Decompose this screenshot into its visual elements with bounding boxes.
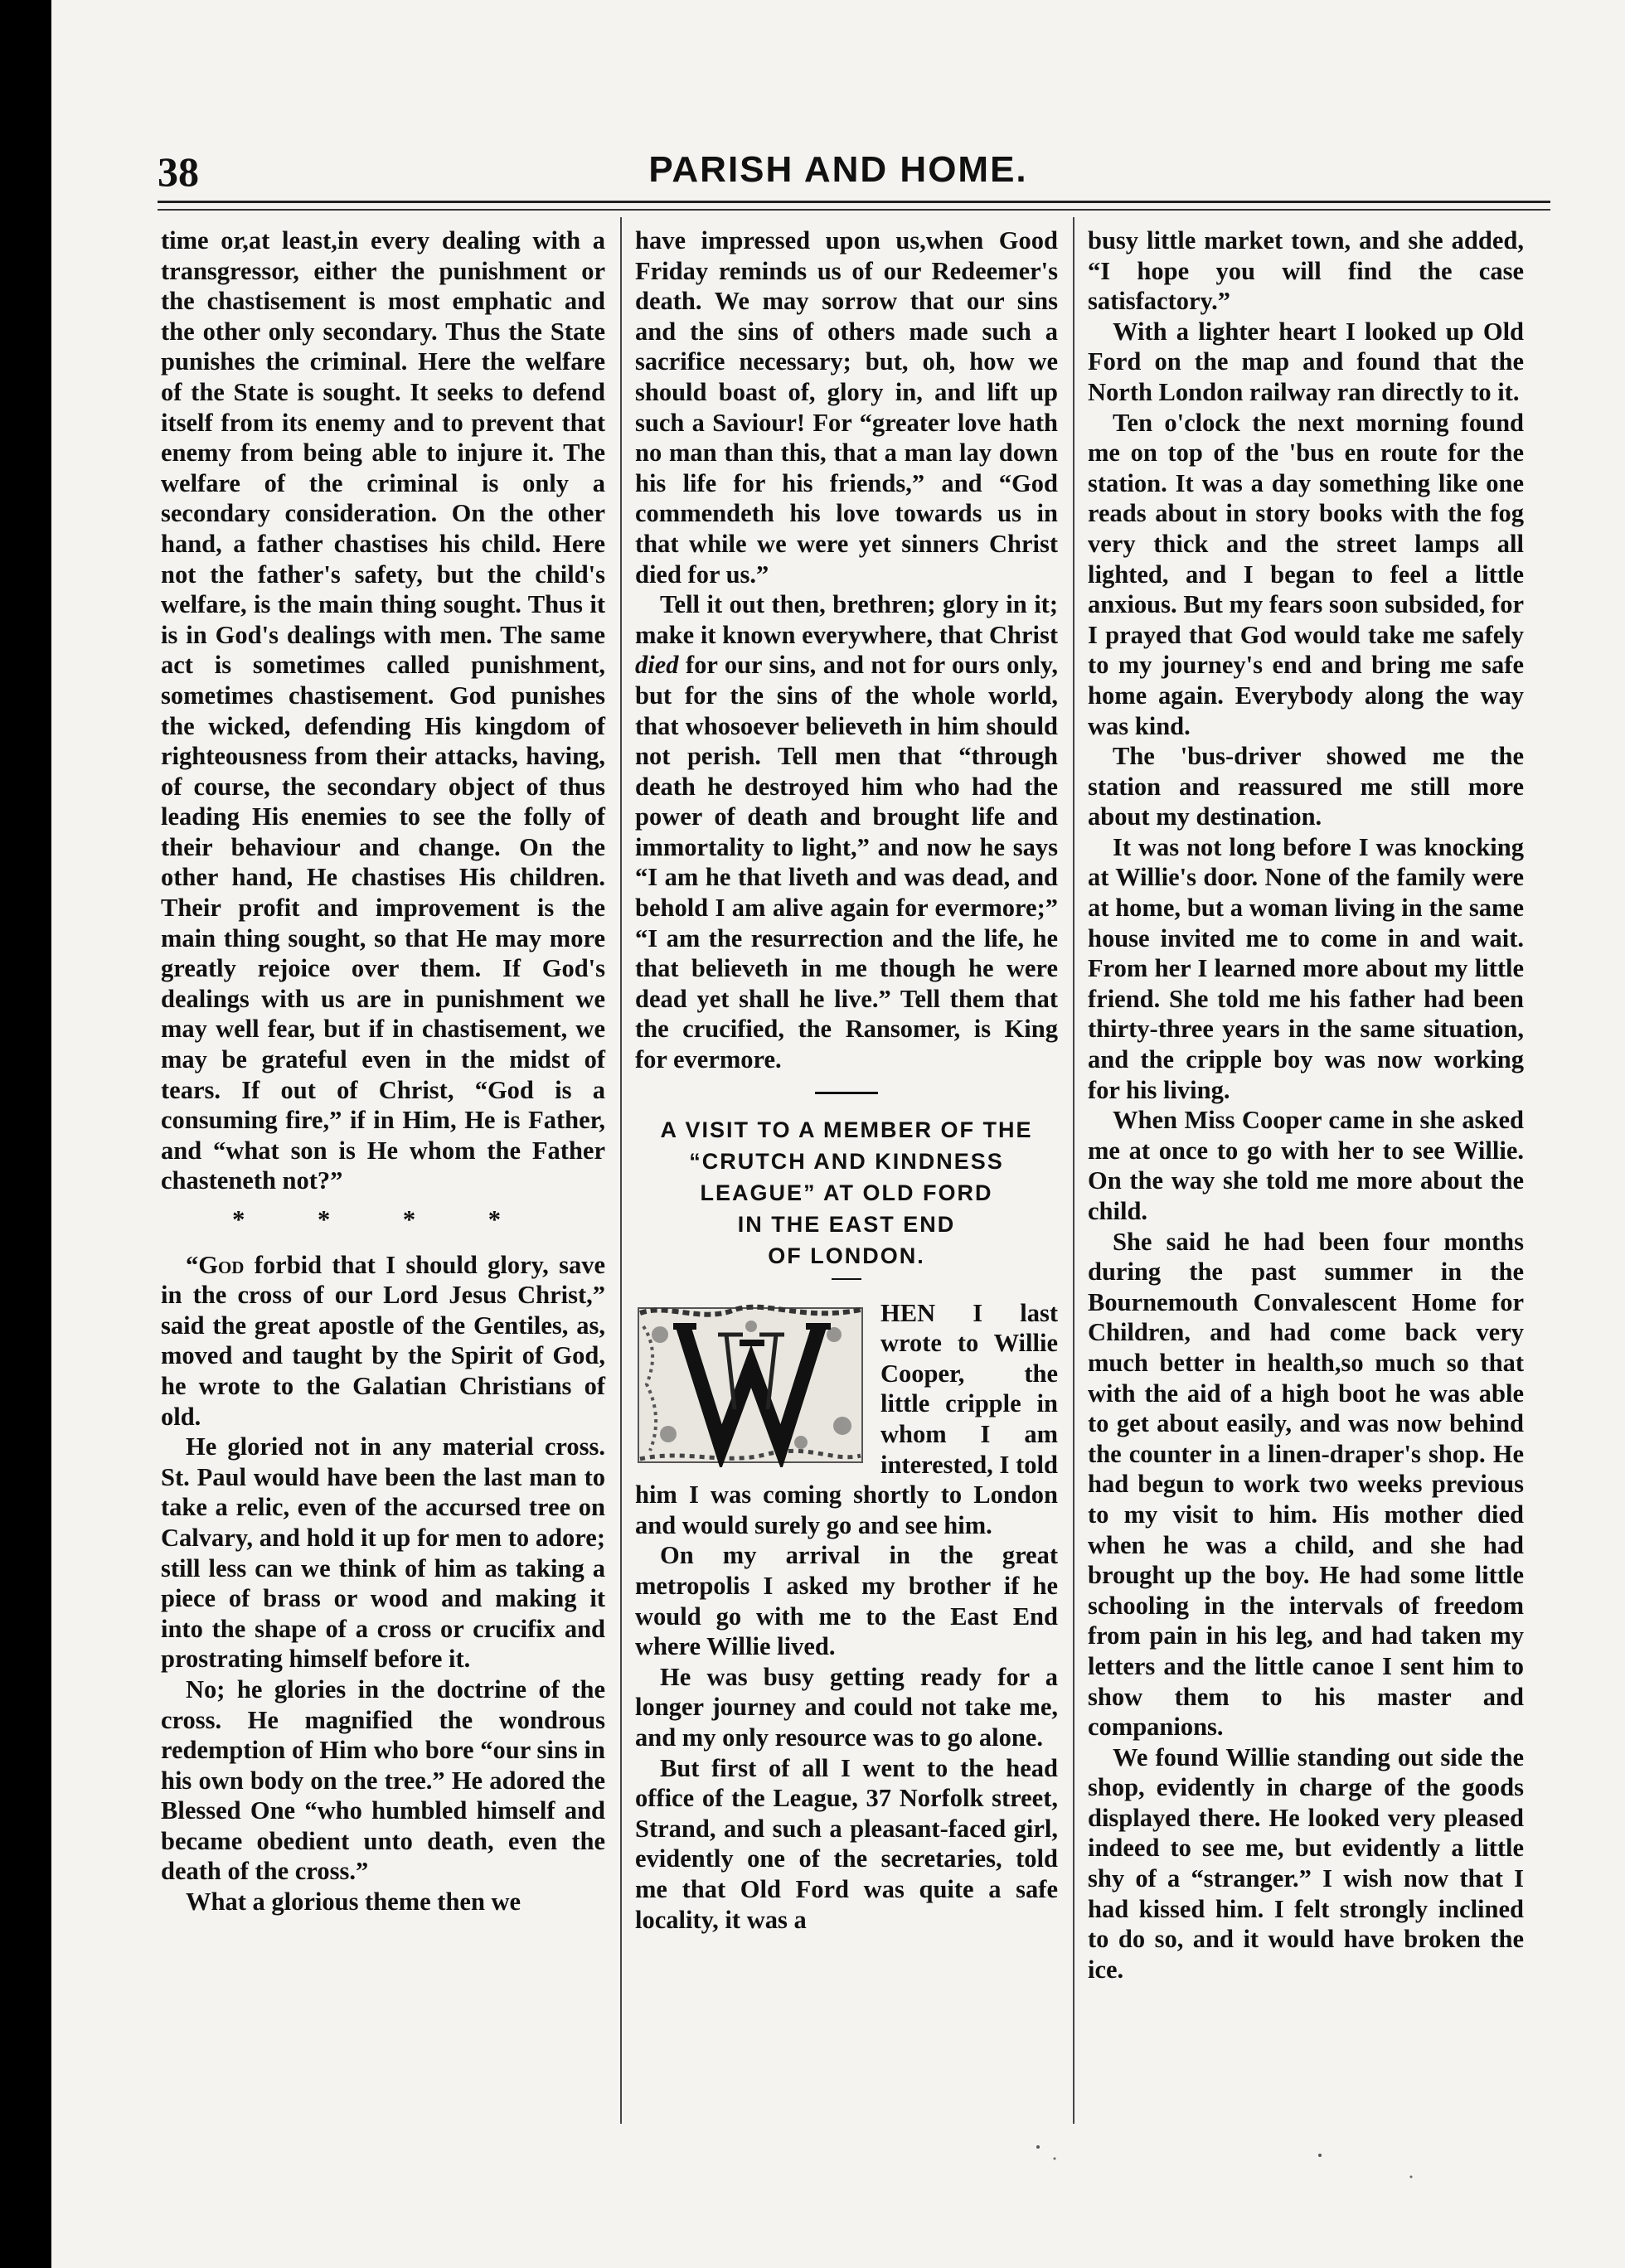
col1-paragraph-3: He gloried not in any material cross. St. Paul would have been the last man to take a relic, even of the accursed tree on Calvary, and hold it up for men to adore; still less can we think of him as taking a piece of brass or wood and making it into the shape of a cross or crucifix and prostrating himself before it.: [161, 1432, 605, 1674]
header-rule-thin: [158, 209, 1550, 211]
article-separator: [815, 1092, 878, 1094]
col2-paragraph-2-text-a: Tell it out then, brethren; glory in it; make it known everywhere, that Christ: [635, 590, 1058, 649]
column-2: [635, 225, 1058, 1935]
col2-paragraph-2: [635, 589, 1058, 1075]
small-caps-lead: “God: [186, 1250, 245, 1279]
article-heading: [635, 1114, 1058, 1272]
page-number: 38: [158, 148, 199, 195]
col1-paragraph-5: What a glorious theme then we: [186, 1888, 521, 1917]
col3-paragraph-4: The 'bus-driver showed me the station and reassured me still more about my destination.: [1088, 742, 1524, 831]
col3-paragraph-5: It was not long before I was knocking at Willie's door. None of the family were at home, but a woman living in the same house invited me to come in and wait. From her I learned more about my little friend. She told me his father had been thirty-three years in the same situation, and the cripple boy was now working for his living.: [1088, 832, 1524, 1104]
scan-specks: [51, 2122, 1625, 2205]
running-title: PARISH AND HOME.: [648, 149, 1028, 190]
heading-separator: [832, 1278, 861, 1280]
col1-paragraph-2: [161, 1250, 605, 1432]
col2-paragraph-3: HEN I last wrote to Willie Cooper, the little cripple in whom I am interested, I told him I was coming shortly to London and would surely go and see him.: [635, 1298, 1058, 1539]
col3-paragraph-8: We found Willie standing out side the shop, evidently in charge of the goods displayed there. He looked very pleased indeed to see me, but evidently a little shy of a “stranger.” I wish now that I had kissed him. I felt strongly inclined to do so, and it would have broken the ice.: [1088, 1742, 1524, 1984]
heading-line-1: A VISIT TO A MEMBER OF THE: [660, 1117, 1033, 1142]
column-rule-1: [620, 217, 622, 2124]
heading-line-3: LEAGUE” AT OLD FORD: [700, 1180, 993, 1205]
heading-line-4: IN THE EAST END: [737, 1211, 956, 1237]
col3-paragraph-2: With a lighter heart I looked up Old Ford on the map and found that the North London railway ran directly to it.: [1088, 317, 1524, 406]
scan-left-border: [0, 0, 51, 2268]
col3-paragraph-7: She said he had been four months during the past summer in the Bournemouth Convalescent Home for Children, and had come back very much better in health,so much so that with the aid of a high boot he was able to get about easily, and was now behind the counter in a linen-draper's shop. He had begun to work two weeks previous to my visit to him. His mother died when he was a child, and she had brought up the boy. He had some little schooling in the intervals of freedom from pain in his leg, and had taken my letters and the little canoe I sent him to show them to his master and companions.: [1088, 1227, 1524, 1742]
col1-paragraph-2-text: forbid that I should glory, save in the cross of our Lord Jesus Christ,” said the great apostle of the Gentiles, as, moved and taught by the Spirit of God, he wrote to the Galatian Christians of old.: [161, 1250, 605, 1431]
page-header: [51, 148, 1625, 197]
heading-line-5: OF LONDON.: [768, 1243, 925, 1268]
specks-icon: [51, 2122, 1625, 2205]
col1-paragraph-1: time or,at least,in every dealing with a transgressor, either the punishment or the chastisement is most emphatic and the other only secondary. Thus the State punishes the criminal. Here the welfare of the State is sought. It seeks to defend itself from its enemy and to prevent that enemy from being able to injure it. The welfare of the criminal is only a secondary consideration. On the other hand, a father chastises his child. Here not the father's safety, but the child's welfare, is the main thing sought. Thus it is in God's dealings with men. The same act is sometimes called punishment, sometimes chastisement. God punishes the wicked, defending His kingdom of righteousness from their attacks, having, of course, the secondary object of thus leading His enemies to see the folly of their behaviour and change. On the other hand, He chastises His children. Their profit and improvement is the main thing sought, so that He may more greatly rejoice over them. If God's dealings with us are in punishment we may well fear, but if in chastisement, we may be grateful even in the midst of tears. If out of Christ, “God is a consuming fire,” if in Him, He is Father, and “what son is He whom the Father chasteneth not?”: [161, 226, 605, 1195]
header-rule-thick: [158, 201, 1550, 203]
col3-paragraph-1: busy little market town, and she added, “I hope you will find the case satisfactory.”: [1088, 226, 1524, 316]
column-3: [1088, 225, 1524, 1984]
col2-paragraph-2-text-b: for our sins, and not for ours only, but for the sins of the whole world, that whosoever believeth in him should not perish. Tell men that “through death he destroyed him who had the power of death and brought life and immortality to light,” and now he says “I am he that liveth and was dead, and behold I am alive again for evermore;” “I am the resurrection and the life, he that believeth in me though he were dead yet shall he live.” Tell them that the crucified, the Ransomer, is King for evermore.: [635, 651, 1058, 1074]
column-1: [161, 225, 605, 1917]
col2-paragraph-5: He was busy getting ready for a longer journey and could not take me, and my only resource was to go alone.: [635, 1662, 1058, 1752]
ornamental-w-icon: [635, 1301, 866, 1467]
heading-line-2: “CRUTCH AND KINDNESS: [689, 1148, 1004, 1174]
col3-paragraph-6: When Miss Cooper came in she asked me at once to go with her to see Willie. On the way she told me more about the child.: [1088, 1106, 1524, 1225]
column-rule-2: [1073, 217, 1074, 2124]
col1-paragraph-4: No; he glories in the doctrine of the cross. He magnified the wondrous redemption of Him who bore “our sins in his own body on the tree.” He adored the Blessed One “who humbled himself and became obedient unto death, even the death of the cross.”: [161, 1674, 605, 1886]
section-break-stars: * * * *: [232, 1205, 534, 1233]
col3-paragraph-3: Ten o'clock the next morning found me on top of the 'bus en route for the station. It was a day something like one reads about in story books with the fog very thick and the street lamps all lighted, and I began to feel a little anxious. But my fears soon subsided, for I prayed that God would take me safely to my journey's end and bring me safe home again. Everybody along the way was kind.: [1088, 408, 1524, 740]
col2-paragraph-6: But first of all I went to the head office of the League, 37 Norfolk street, Strand, and such a pleasant-faced girl, evidently one of the secretaries, told me that Old Ford was quite a safe locality, it was a: [635, 1753, 1058, 1934]
col2-paragraph-4: On my arrival in the great metropolis I asked my brother if he would go with me to the East End where Willie lived.: [635, 1541, 1058, 1661]
emphasis-died: died: [635, 651, 679, 680]
ornamental-initial-w: [635, 1301, 866, 1467]
document-page: [51, 0, 1625, 2268]
col2-paragraph-1: have impressed upon us,when Good Friday reminds us of our Redeemer's death. We may sorrow that our sins and the sins of others made such a sacrifice necessary; but, oh, how we should boast of, glory in, and lift up such a Saviour! For “greater love hath no man than this, that a man lay down his life for his friends,” and “God commendeth his love towards us in that while we were yet sinners Christ died for us.”: [635, 226, 1058, 589]
